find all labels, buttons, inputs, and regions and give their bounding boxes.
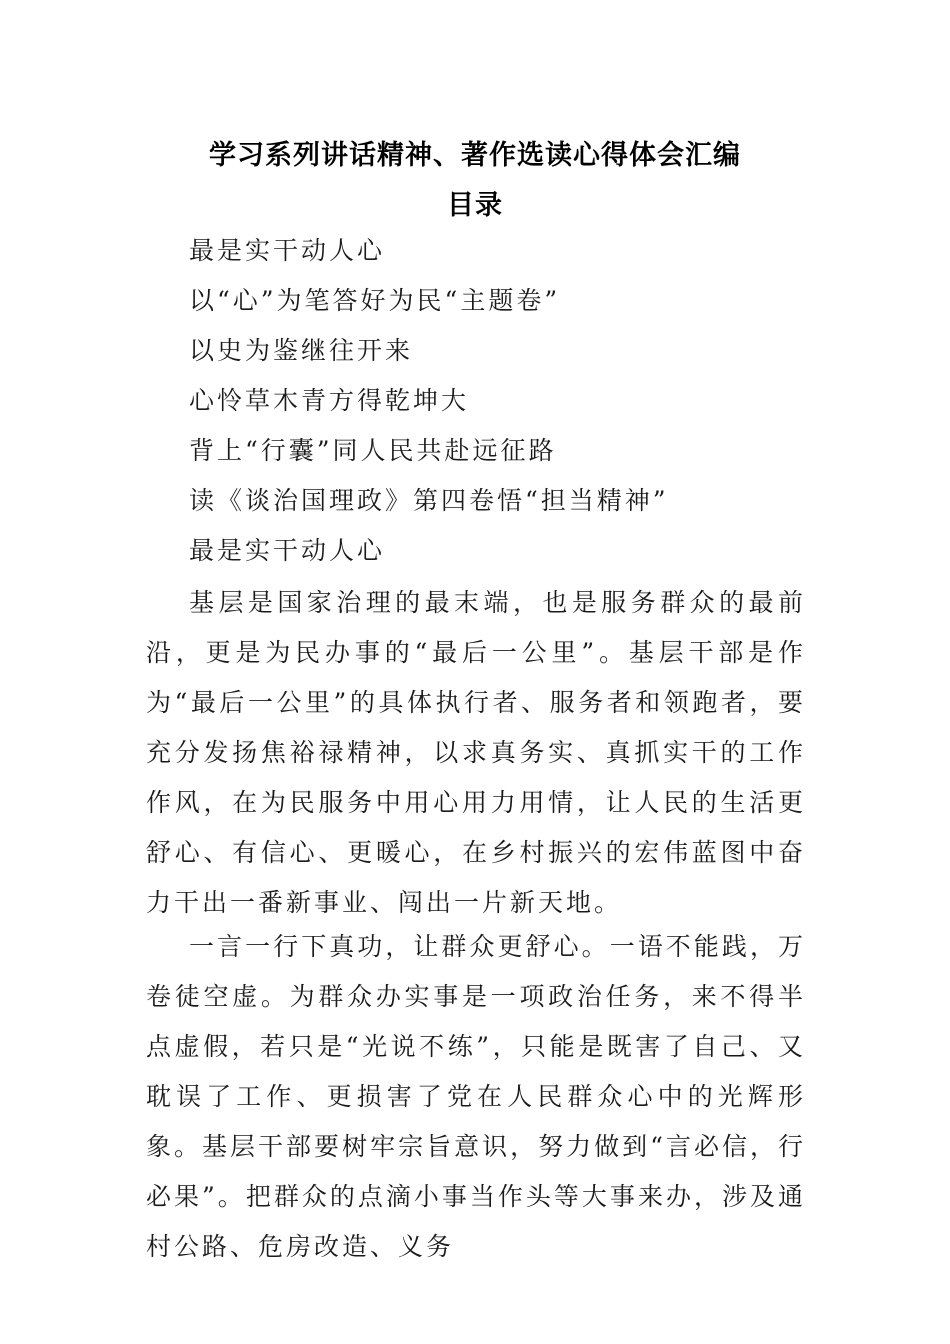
body-paragraph: 基层是国家治理的最末端，也是服务群众的最前沿，更是为民办事的“最后一公里”。基层干部是作为“最后一公里”的具体执行者、服务者和领跑者，要充分发扬焦裕禄精神，以求真务实、真抓实干的工作作风，在为民服务中用心用力用情，让人民的生活更舒心、有信心、更暖心，在乡村振兴的宏伟蓝图中奋力干出一番新事业、闯出一片新天地。 (146, 588, 806, 917)
toc-item: 以“心”为笔答好为民“主题卷” (189, 286, 561, 315)
toc-heading: 目录 (447, 190, 503, 221)
toc-item: 背上“行囊”同人民共赴远征路 (189, 436, 557, 465)
toc-item: 读《谈治国理政》第四卷悟“担当精神” (189, 486, 669, 515)
table-of-contents (189, 230, 669, 530)
section-title: 最是实干动人心 (189, 536, 386, 565)
toc-item: 最是实干动人心 (189, 236, 386, 265)
body-paragraph: 一言一行下真功，让群众更舒心。一语不能践，万卷徒空虚。为群众办实事是一项政治任务，来不得半点虚假，若只是“光说不练”，只能是既害了自己、又耽误了工作、更损害了党在人民群众心中的光辉形象。基层干部要树牢宗旨意识，努力做到“言必信，行必果”。把群众的点滴小事当作头等大事来办，涉及通村公路、危房改造、义务 (146, 932, 806, 1261)
toc-item: 心怜草木青方得乾坤大 (189, 386, 470, 415)
document-title: 学习系列讲话精神、著作选读心得体会汇编 (209, 140, 741, 171)
toc-item: 以史为鉴继往开来 (189, 336, 414, 365)
